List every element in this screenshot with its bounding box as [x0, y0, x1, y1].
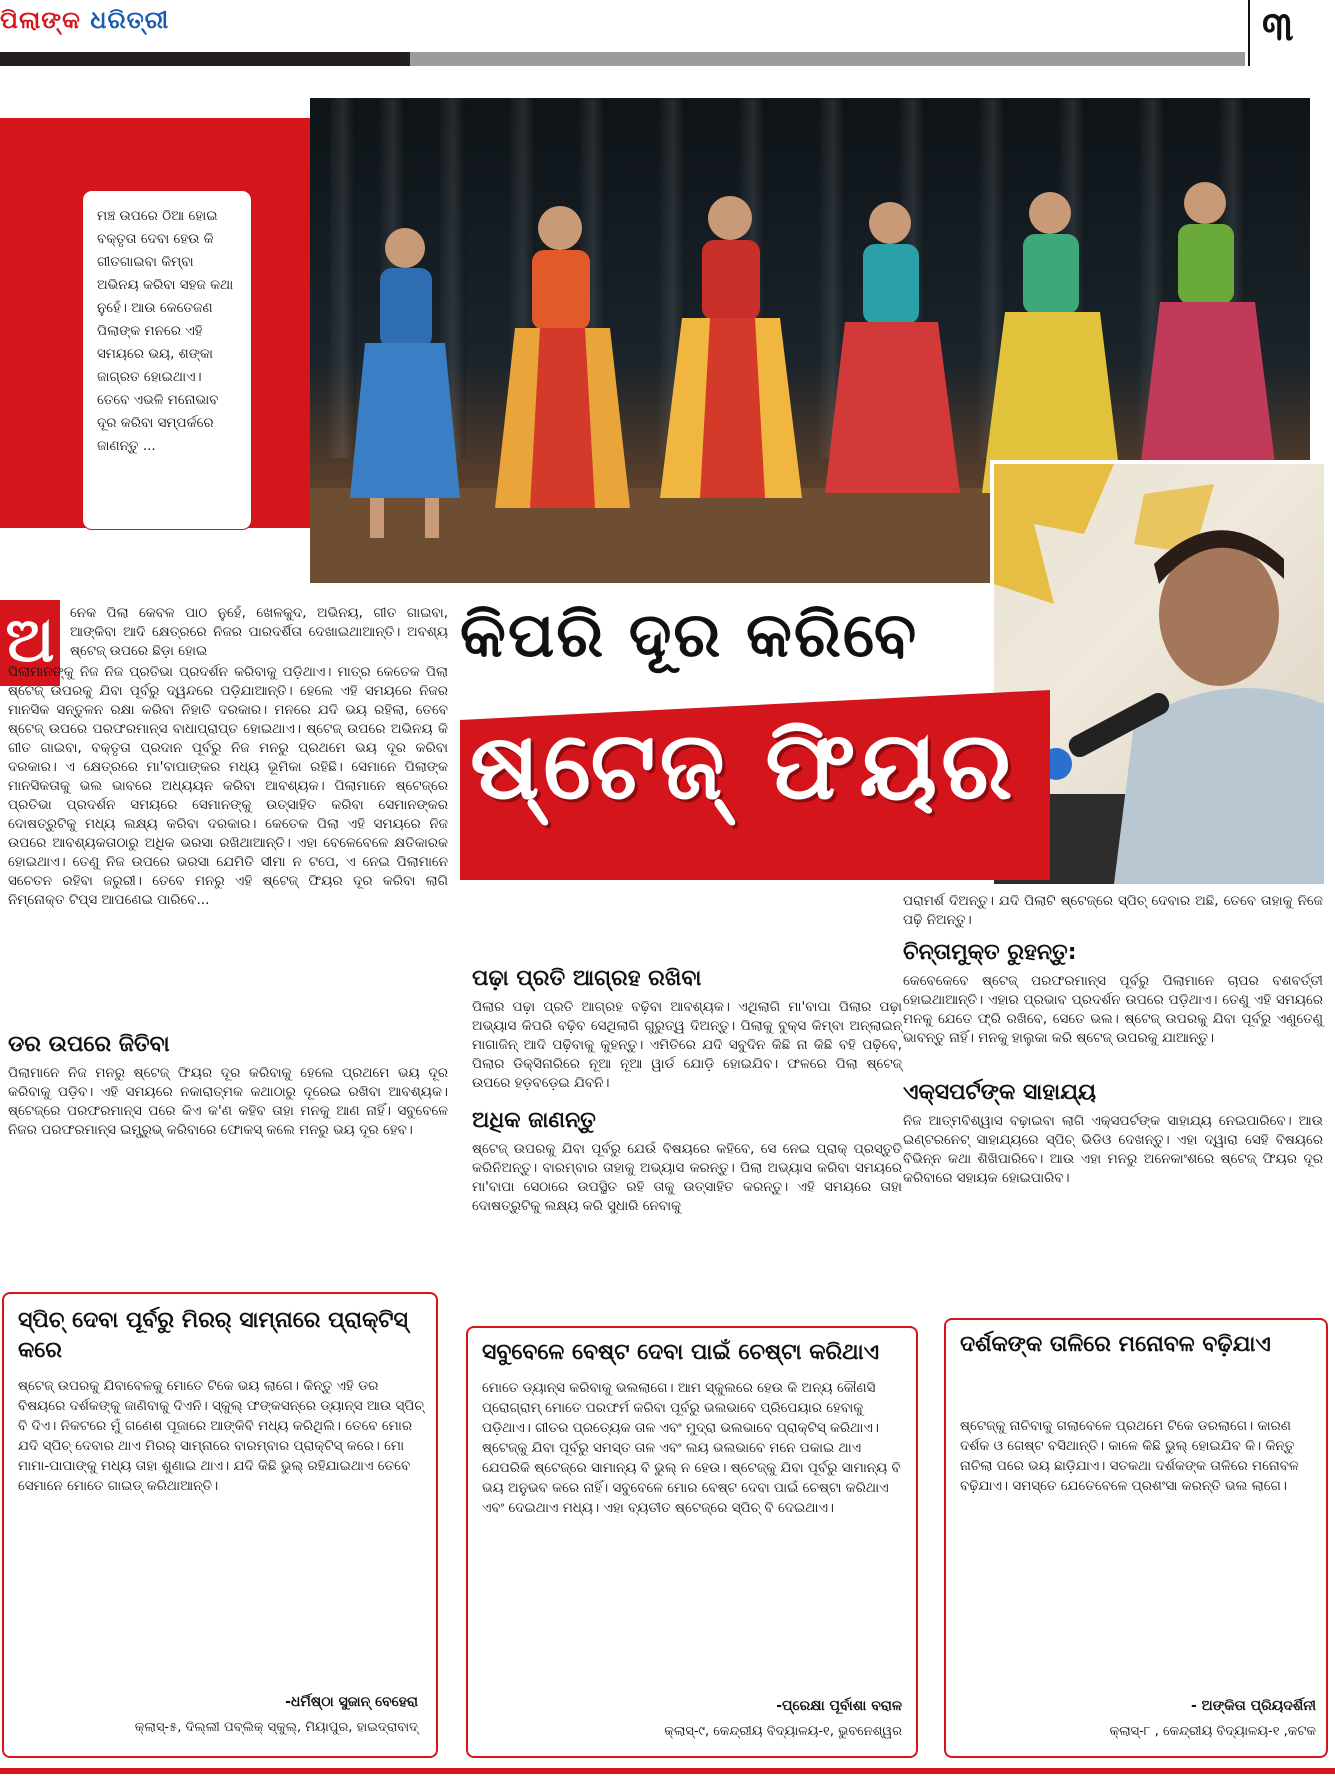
quote-box-2-signature: -ପ୍ରେକ୍ଷା ପୂର୍ବାଶା ବରାଳ — [776, 1698, 902, 1714]
footer-rule — [0, 1768, 1335, 1774]
section-body-3-cont: ପରାମର୍ଶ ଦିଅନ୍ତୁ। ଯଦି ପିଲାଟି ଷ୍ଟେଜ୍‌ରେ ସ୍ପିଚ୍ ଦେବାର ଅଛି, ତେବେ ତାହାକୁ ନିଜେ ପଢ଼ି ନିଅନ୍ତୁ। — [903, 893, 1323, 928]
brand-part2: ଧରିତ୍ରୀ — [90, 6, 170, 34]
headline-line1: କିପରି ଦୂର କରିବେ — [460, 598, 919, 671]
page-number: ୩ — [1262, 4, 1294, 50]
quote-box-2-class: କ୍ଲାସ୍-୯, କେନ୍ଦ୍ରୀୟ ବିଦ୍ୟାଳୟ-୧, ଭୁବନେଶ୍ୱର — [664, 1724, 902, 1739]
intro-first: ନେକ ପିଲା କେବଳ ପାଠ ନୁହେଁ, ଖେଳକୁଦ, ଅଭିନୟ, ଗୀତ ଗାଇବା, ଆଙ୍କିବା ଆଦି କ୍ଷେତ୍ରରେ ନିଜର ପାରଦର୍ଶିତା ଦେଖାଇଥାଆନ୍ତି। ଅବଶ୍ୟ ଷ୍ଟେଜ୍ ଉପରେ ଛିଡ଼ା ହୋଇ — [70, 605, 448, 659]
page-mark-rule — [1248, 0, 1250, 66]
masthead — [0, 0, 1335, 70]
brand-logo — [0, 6, 200, 46]
quote-box-3-title: ଦର୍ଶକଙ୍କ ତାଳିରେ ମନୋବଳ ବଢ଼ିଯାଏ — [960, 1332, 1271, 1357]
section-body-2: ପିଲାର ପଢ଼ା ପ୍ରତି ଆଗ୍ରହ ବଢ଼ିବା ଆବଶ୍ୟକ। ଏଥିଲାଗି ମା'ବାପା ପିଲାର ପଢ଼ା ଅଭ୍ୟାସ କିପରି ବଢ଼ିବ ସେଥିଲାଗି ଗୁରୁତ୍ୱ ଦିଅନ୍ତୁ। ପିଲାକୁ ବୁକ୍ସ କିମ୍ବା ଅନ୍‌ଲାଇନ୍ ମାଗାଜିନ୍ ଆଦି ପଢ଼ିବାକୁ କୁହନ୍ତୁ। ଏମିତିରେ ଯଦି ସବୁଦିନ କିଛି ନା କିଛି ବହି ପଢ଼ିବେ, ପିଲାର ଡିକ୍ସିନାରିରେ ନୂଆ ନୂଆ ୱାର୍ଡ ଯୋଡ଼ି ହୋଇଯିବ। ଫଳରେ ପିଲା ଷ୍ଟେଜ୍ ଉପରେ ହଡ଼ବଡ଼େଇ ଯିବନି। — [472, 999, 902, 1091]
quote-box-1-class: କ୍ଲାସ୍-୫, ଦିଲ୍ଲୀ ପବ୍ଲିକ୍ ସ୍କୁଲ୍, ମିୟାପୁର, ହାଇଦ୍ରାବାଦ୍ — [134, 1720, 418, 1735]
teaser-box — [82, 190, 252, 530]
quote-box-1-body: ଷ୍ଟେଜ୍ ଉପରକୁ ଯିବାବେଳକୁ ମୋତେ ଟିକେ ଭୟ ଲାଗେ। କିନ୍ତୁ ଏହି ଡର ବିଷୟରେ ଦର୍ଶକଙ୍କୁ ଜାଣିବାକୁ ଦିଏନି। ସ୍କୁଲ୍ ଫଙ୍କସନ୍‌ରେ ଡ୍ୟାନ୍ସ ଆଉ ସ୍ପିଚ୍ ବି ଦିଏ। ନିକଟରେ ମୁଁ ଗଣେଶ ପୂଜାରେ ଆଙ୍କିବି ମଧ୍ୟ କରିଥିଲି। ତେବେ ମୋର ଯଦି ସ୍ପିଚ୍ ଦେବାର ଥାଏ ମିରର୍ ସାମ୍ନାରେ ବାରମ୍ବାର ପ୍ରାକ୍ଟିସ୍ କରେ। ମୋ ମାମା-ପାପାଙ୍କୁ ମଧ୍ୟ ତାହା ଶୁଣାଇ ଥାଏ। ଯଦି କିଛି ଭୁଲ୍ ରହିଯାଇଥାଏ ତେବେ ସେମାନେ ମୋତେ ଗାଇଡ୍ କରିଥାଆନ୍ତି। — [18, 1378, 424, 1494]
quote-box-3-class: କ୍ଲାସ୍-୮ , କେନ୍ଦ୍ରୀୟ ବିଦ୍ୟାଳୟ-୧ ,କଟକ — [1109, 1724, 1316, 1739]
quote-box-1-title: ସ୍ପିଚ୍ ଦେବା ପୂର୍ବରୁ ମିରର୍ ସାମ୍ନାରେ ପ୍ରାକ୍ଟିସ୍ କରେ — [18, 1308, 408, 1363]
section-head-4: ଚିନ୍ତାମୁକ୍ତ ରୁହନ୍ତୁ: — [903, 940, 1077, 965]
quote-box-2-body: ମୋତେ ଡ୍ୟାନ୍ସ କରିବାକୁ ଭଲଲାଗେ। ଆମ ସ୍କୁଲରେ ହେଉ କି ଅନ୍ୟ କୌଣସି ପ୍ରୋଗ୍ରାମ୍ ମୋତେ ପରଫର୍ମ କରିବା ପୂର୍ବରୁ ଭଲଭାବେ ପ୍ରିପେୟାର ହେବାକୁ ପଡ଼ିଥାଏ। ଗୀତର ପ୍ରତ୍ୟେକ ତାଳ ଏବଂ ମୁଦ୍ରା ଭଲଭାବେ ପ୍ରାକ୍ଟିସ୍ କରିଥାଏ। ଷ୍ଟେଜ୍‌କୁ ଯିବା ପୂର୍ବରୁ ସମସ୍ତ ତାଳ ଏବଂ ଲୟ ଭଲଭାବେ ମନେ ପକାଇ ଥାଏ ଯେପରିକି ଷ୍ଟେଜ୍‌ରେ ସାମାନ୍ୟ ବି ଭୁଲ୍ ନ ହେଉ। ଷ୍ଟେଜ୍‌କୁ ଯିବା ପୂର୍ବରୁ ସାମାନ୍ୟ ବି ଭୟ ଅନୁଭବ କରେ ନାହିଁ। ସବୁବେଳେ ମୋର ବେଷ୍ଟ ଦେବା ପାଇଁ ଚେଷ୍ଟା କରିଥାଏ ଏବଂ ଦେଇଥାଏ ମଧ୍ୟ। ଏହା ବ୍ୟତୀତ ଷ୍ଟେଜ୍‌ରେ ସ୍ପିଚ୍ ବି ଦେଇଥାଏ। — [482, 1380, 901, 1516]
quote-box-3-signature: - ଅଙ୍କିତା ପ୍ରିୟଦର୍ଶିନୀ — [1190, 1698, 1316, 1714]
section-body-4: କେବେକେବେ ଷ୍ଟେଜ୍ ପରଫରମାନ୍ସ ପୂର୍ବରୁ ପିଲାମାନେ ଚାପର ବଶବର୍ତ୍ତୀ ହୋଇଥାଆନ୍ତି। ଏହାର ପ୍ରଭାବ ପ୍ରଦର୍ଶନ ଉପରେ ପଡ଼ିଥାଏ। ତେଣୁ ଏହି ସମୟରେ ମନକୁ ଯେତେ ଫ୍ରି ରଖିବେ, ସେତେ ଭଲ। ଷ୍ଟେଜ୍ ଉପରକୁ ଯିବା ପୂର୍ବରୁ ଏଣୁତେଣୁ ଭାବନ୍ତୁ ନାହିଁ। ମନକୁ ହାଲୁକା କରି ଷ୍ଟେଜ୍ ଉପରକୁ ଯାଆନ୍ତୁ। — [903, 973, 1323, 1046]
teaser-text: ମଞ୍ଚ ଉପରେ ଠିଆ ହୋଇ ବକ୍ତୃତା ଦେବା ହେଉ କି ଗୀତଗାଇବା କିମ୍ବା ଅଭିନୟ କରିବା ସହଜ କଥା ନୁହେଁ। ଆଉ କେତେଜଣ ପିଲାଙ୍କ ମନରେ ଏହି ସମୟରେ ଭୟ, ଶଙ୍କା ଜାଗ୍ରତ ହୋଇଥାଏ। ତେବେ ଏଭଳି ମନୋଭାବ ଦୂର କରିବା ସମ୍ପର୍କରେ ଜାଣନ୍ତୁ ... — [97, 208, 234, 454]
intro-body: ପିଲାମାନଙ୍କୁ ନିଜ ନିଜ ପ୍ରତିଭା ପ୍ରଦର୍ଶନ କରିବାକୁ ପଡ଼ିଥାଏ। ମାତ୍ର କେତେକ ପିଲା ଷ୍ଟେଜ୍ ଉପରକୁ ଯିବା ପୂର୍ବରୁ ଦ୍ୱନ୍ଦରେ ପଡ଼ିଯାଆନ୍ତି। ହେଲେ ଏହି ସମୟରେ ନିଜର ମାନସିକ ସନ୍ତୁଳନ ରକ୍ଷା କରିବା ନିହାତି ଦରକାର। ମନରେ ଯଦି ଭୟ ରହିଲା, ତେବେ ଷ୍ଟେଜ୍ ଉପରେ ପରଫରମାନ୍ସ ବାଧାପ୍ରାପ୍ତ ହୋଇଥାଏ। ଷ୍ଟେଜ୍ ଉପରେ ଅଭିନୟ କି ଗୀତ ଗାଇବା, ବକ୍ତୃତା ପ୍ରଦାନ ପୂର୍ବରୁ ନିଜ ମନରୁ ପ୍ରଥମେ ଭୟ ଦୂର କରିବା ଦରକାର। ଏ କ୍ଷେତ୍ରରେ ମା'ବାପାଙ୍କର ମଧ୍ୟ ଭୂମିକା ରହିଛି। ସେମାନେ ପିଲାଙ୍କ ମାନସିକତାକୁ ଭଲ ଭାବରେ ଅଧ୍ୟୟନ କରିବା ଆବଶ୍ୟକ। ପିଲାମାନେ ଷ୍ଟେଜ୍‌ରେ ପ୍ରତିଭା ପ୍ରଦର୍ଶନ ସମୟରେ ସେମାନଙ୍କୁ ଉତ୍ସାହିତ କରିବା ସେମାନଙ୍କର ଦୋଷତ୍ରୁଟିକୁ ମଧ୍ୟ ଲକ୍ଷ୍ୟ କରିବା ଦରକାର। କେତେକ ପିଲା ଏହି ସମୟରେ ନିଜ ଉପରେ ଆବଶ୍ୟକତାଠାରୁ ଅଧିକ ଭରସା ରଖିଥାଆନ୍ତି। ଏହା ବେଳେବେଳେ କ୍ଷତିକାରକ ହୋଇଥାଏ। ତେଣୁ ନିଜ ଉପରେ ଭରସା ଯେମିତି ସୀମା ନ ଟପେ, ଏ ନେଇ ପିଲାମାନେ ସଚେତନ ରହିବା ଜରୁରୀ। ତେବେ ମନରୁ ଏହି ଷ୍ଟେଜ୍ ଫିୟର ଦୂର କରିବା ଲାଗି ନିମ୍ନୋକ୍ତ ଟିପ୍ସ ଆପଣେଇ ପାରିବେ... — [8, 664, 448, 908]
quote-box-2 — [466, 1326, 918, 1758]
section-head-1: ଡର ଉପରେ ଜିତିବା — [8, 1032, 170, 1057]
quote-box-3 — [944, 1318, 1328, 1758]
section-head-2: ପଢ଼ା ପ୍ରତି ଆଗ୍ରହ ରଖିବା — [472, 966, 702, 991]
section-body-5: ନିଜ ଆତ୍ମବିଶ୍ୱାସ ବଢ଼ାଇବା ଲାଗି ଏକ୍ସପର୍ଟଙ୍କ ସାହାଯ୍ୟ ନେଇପାରିବେ। ଆଉ ଇଣ୍ଟରନେଟ୍ ସାହାଯ୍ୟରେ ସ୍ପିଚ୍ ଭିଡିଓ ଦେଖନ୍ତୁ। ଏହା ଦ୍ୱାରା ସେହି ବିଷୟରେ ବିଭିନ୍ନ କଥା ଶିଖିପାରିବେ। ଆଉ ଏହା ମନରୁ ଅନେକାଂଶରେ ଷ୍ଟେଜ୍ ଫିୟର ଦୂର କରିବାରେ ସହାୟକ ହୋଇପାରିବ। — [903, 1113, 1323, 1186]
top-bar-dark — [0, 52, 410, 66]
brand-part1: ପିଲାଙ୍କ — [0, 6, 81, 34]
quote-box-1-signature: -ଧର୍ମିଷ୍ଠା ସୁଜାନ୍ ବେହେରା — [285, 1694, 418, 1710]
dropcap: ଅ — [0, 600, 60, 686]
quote-box-3-body: ଷ୍ଟେଜ୍‌କୁ ନାଚିବାକୁ ଗଲାବେଳେ ପ୍ରଥମେ ଟିକେ ଡରଲାଗେ। କାରଣ ଦର୍ଶକ ଓ ଗେଷ୍ଟ ବସିଥାନ୍ତି। କାଳେ କିଛି ଭୁଲ୍ ହୋଇଯିବ କି। କିନ୍ତୁ ନାଚିଲା ପରେ ଭୟ ଛାଡ଼ିଯାଏ। ସତକଥା ଦର୍ଶକଙ୍କ ତାଳିରେ ମନୋବଳ ବଢ଼ିଯାଏ। ସମସ୍ତେ ଯେତେବେଳେ ପ୍ରଶଂସା କରନ୍ତି ଭଲ ଲାଗେ। — [960, 1418, 1299, 1494]
quote-box-2-title: ସବୁବେଳେ ବେଷ୍ଟ ଦେବା ପାଇଁ ଚେଷ୍ଟା କରିଥାଏ — [482, 1340, 880, 1365]
quote-box-1 — [2, 1292, 438, 1758]
section-body-3: ଷ୍ଟେଜ୍ ଉପରକୁ ଯିବା ପୂର୍ବରୁ ଯେଉଁ ବିଷୟରେ କହିବେ, ସେ ନେଇ ପ୍ରାକ୍ ପ୍ରସ୍ତୁତି କରିନିଅନ୍ତୁ। ବାରମ୍ବାର ତାହାକୁ ଅଭ୍ୟାସ କରନ୍ତୁ। ପିଲା ଅଭ୍ୟାସ କରିବା ସମୟରେ ମା'ବାପା ସେଠାରେ ଉପସ୍ଥିତ ରହି ତାକୁ ଉତ୍ସାହିତ କରନ୍ତୁ। ଏହି ସମୟରେ ତାହା ଦୋଷତ୍ରୁଟିକୁ ଲକ୍ଷ୍ୟ କରି ସୁଧାରି ନେବାକୁ — [472, 1141, 902, 1214]
section-head-3: ଅଧିକ ଜାଣନ୍ତୁ — [472, 1108, 596, 1133]
headline-line2: ଷ୍ଟେଜ୍ ଫିୟର — [470, 712, 1017, 821]
section-body-1: ପିଲାମାନେ ନିଜ ମନରୁ ଷ୍ଟେଜ୍ ଫିୟର ଦୂର କରିବାକୁ ହେଲେ ପ୍ରଥମେ ଭୟ ଦୂର କରିବାକୁ ପଡ଼ିବ। ଏହି ସମୟରେ ନକାରାତ୍ମକ କଥାଠାରୁ ଦୂରେଇ ରଖିବା ଆବଶ୍ୟକ। ଷ୍ଟେଜ୍‌ରେ ପରଫରମାନ୍ସ ପରେ କିଏ କ'ଣ କହିବ ତାହା ମନକୁ ଆଣ ନାହିଁ। ସବୁବେଳେ ନିଜର ପରଫରମାନ୍ସ ଇମ୍ପ୍ରୁଭ୍ କରିବାରେ ଫୋକସ୍ କଲେ ମନରୁ ଭୟ ଦୂର ହେବ। — [8, 1065, 448, 1138]
section-head-5: ଏକ୍ସପର୍ଟଙ୍କ ସାହାଯ୍ୟ — [903, 1080, 1097, 1105]
top-bar-grey — [410, 52, 1245, 66]
